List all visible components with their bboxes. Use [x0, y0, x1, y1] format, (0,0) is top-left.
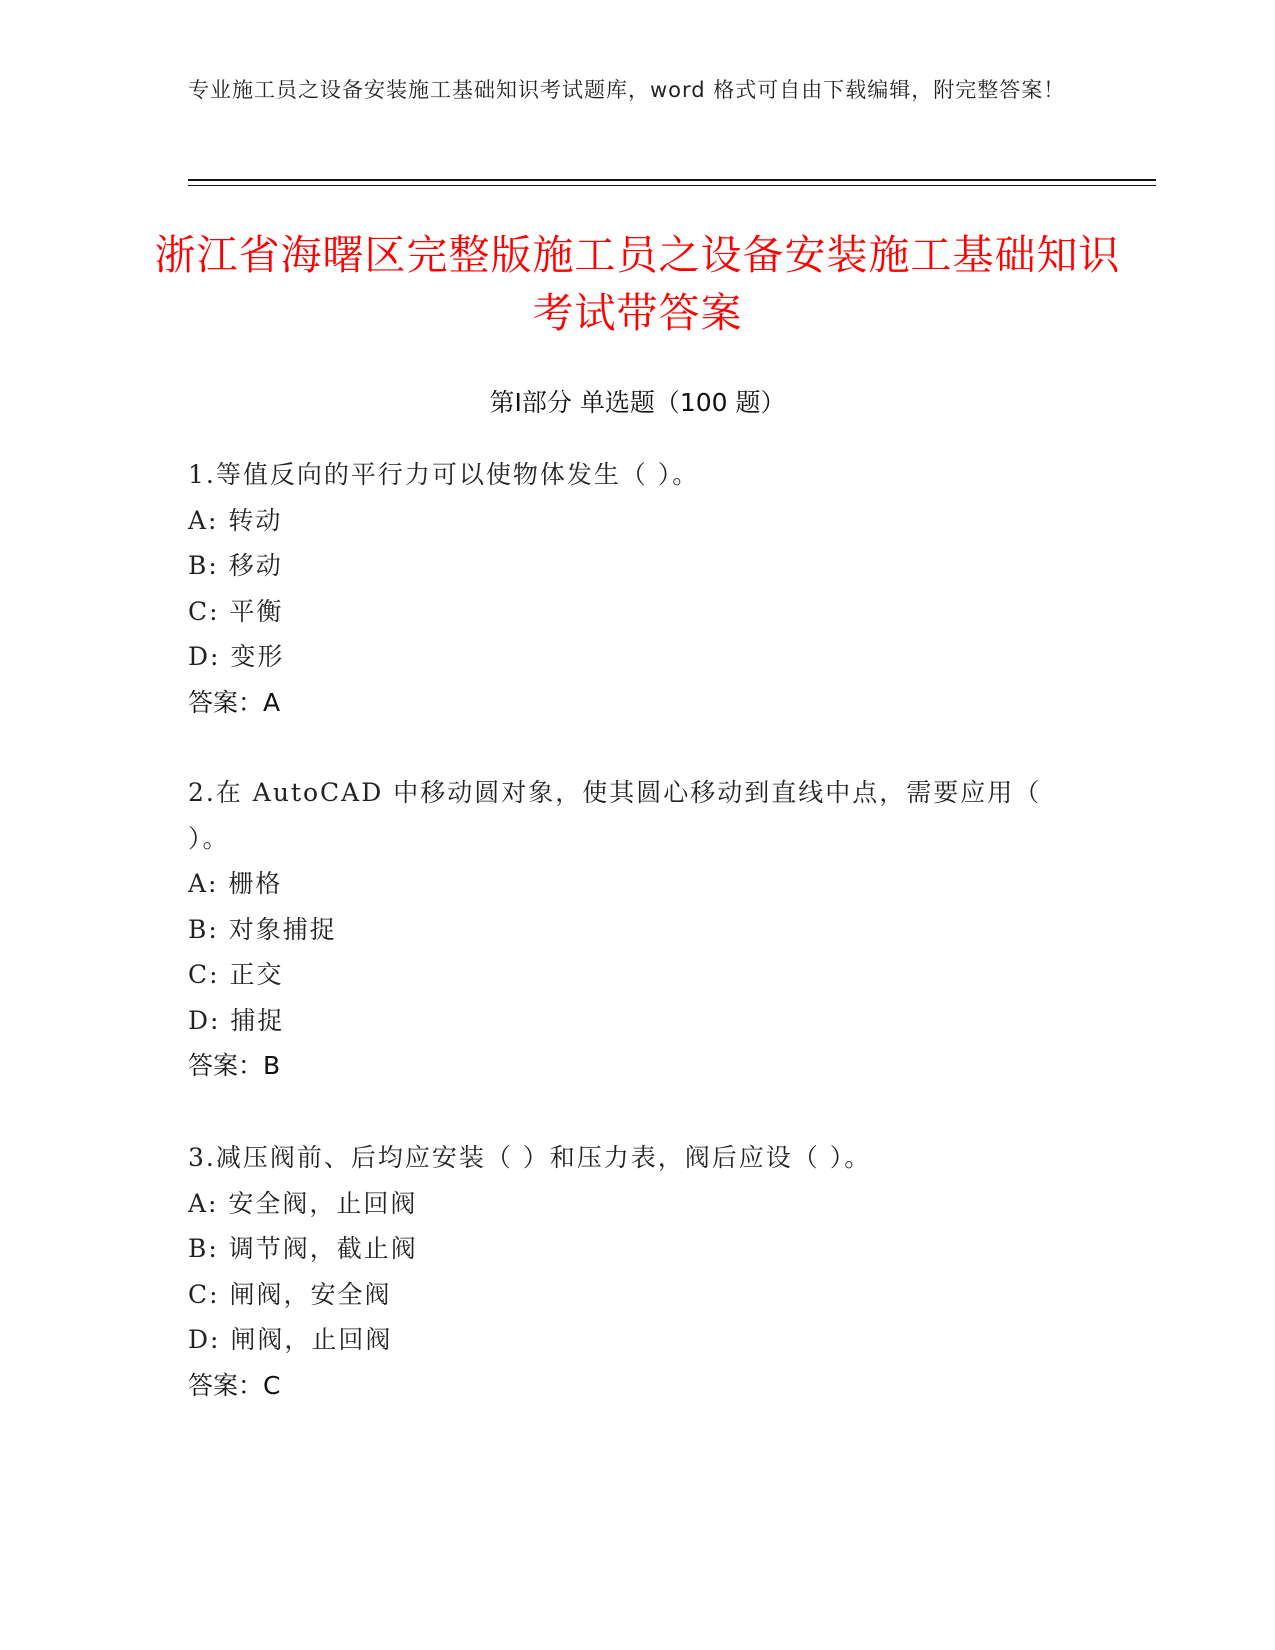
- option-d: D: 变形: [188, 642, 285, 671]
- question-2: [188, 770, 1088, 1089]
- option-a: A: 栅格: [188, 869, 283, 898]
- document-title: 浙江省海曙区完整版施工员之设备安装施工基础知识考试带答案: [154, 231, 1121, 337]
- option-a: A: 转动: [188, 505, 283, 535]
- answer: 答案：A: [188, 687, 281, 717]
- question-3: [188, 1135, 1088, 1408]
- section-title: 第Ⅰ部分 单选题（100 题）: [489, 388, 786, 417]
- option-c: C: 闸阀，安全阀: [188, 1279, 392, 1309]
- header-note: 专业施工员之设备安装施工基础知识考试题库，word 格式可自由下载编辑，附完整答案！: [188, 78, 1066, 102]
- answer: 答案：B: [188, 1051, 281, 1080]
- question-text: 2.在 AutoCAD 中移动圆对象，使其圆心移动到直线中点，需要应用（ ）。: [188, 778, 1042, 853]
- question-1: [188, 452, 1088, 725]
- option-b: B: 对象捕捉: [188, 914, 337, 944]
- option-b: B: 调节阀，截止阀: [188, 1234, 418, 1263]
- option-c: C: 平衡: [188, 596, 284, 626]
- option-b: B: 移动: [188, 551, 283, 580]
- question-text: 3.减压阀前、后均应安装（ ）和压力表，阀后应设（ ）。: [188, 1143, 872, 1172]
- option-a: A: 安全阀，止回阀: [188, 1188, 418, 1218]
- question-text: 1.等值反向的平行力可以使物体发生（ ）。: [188, 460, 700, 489]
- header-rule-thick: [188, 179, 1156, 181]
- option-d: D: 捕捉: [188, 1005, 285, 1035]
- option-c: C: 正交: [188, 960, 284, 989]
- header-rule-thin: [188, 185, 1156, 186]
- answer: 答案：C: [188, 1370, 281, 1400]
- option-d: D: 闸阀，止回阀: [188, 1325, 393, 1354]
